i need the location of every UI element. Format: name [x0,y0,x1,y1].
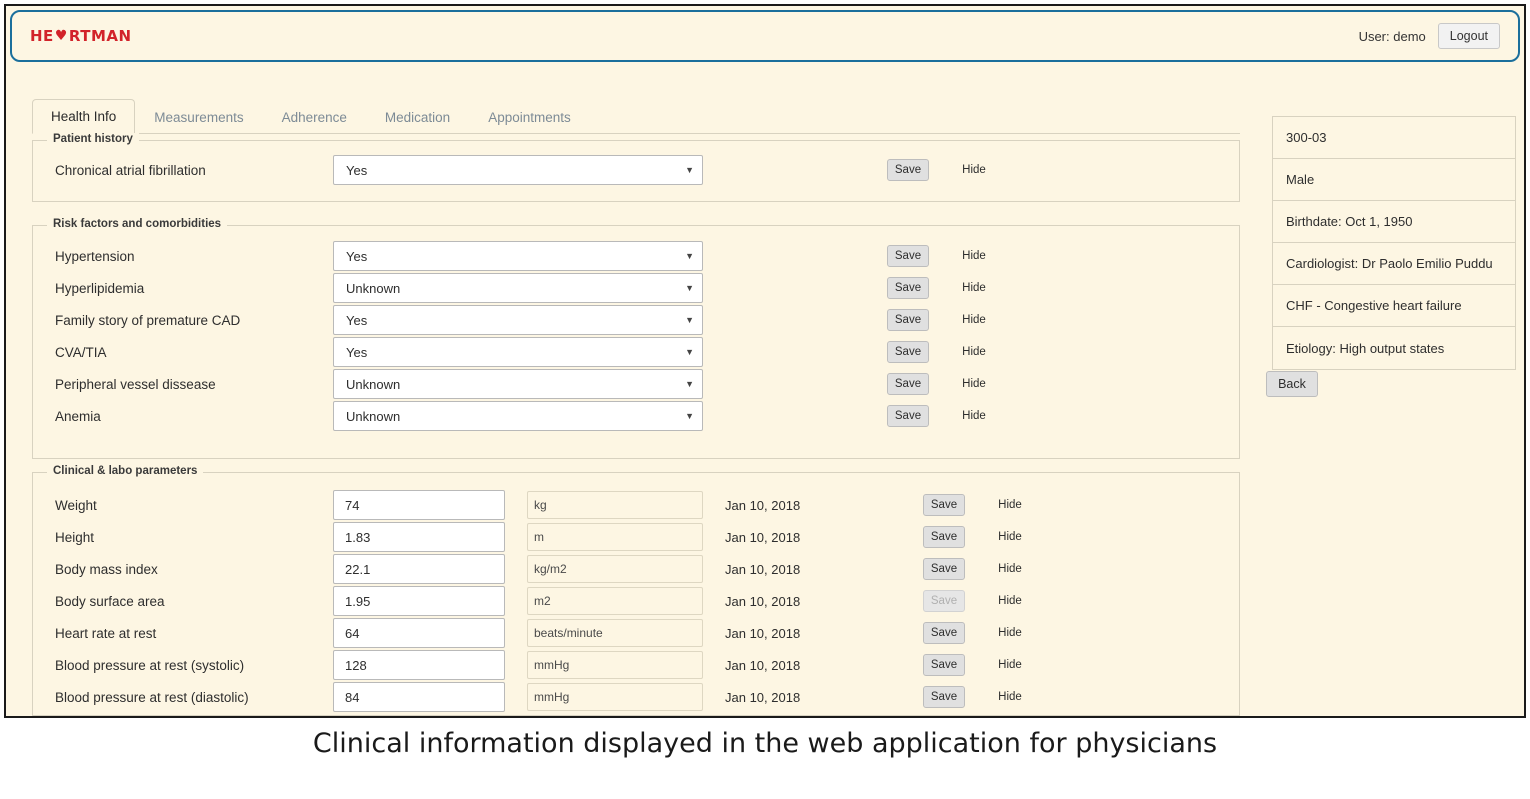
row-body-surface-area [33,585,1239,617]
unit-blood-pressure-diastolic[interactable]: mmHg [527,683,703,711]
select-value[interactable]: Yes [333,241,703,271]
select-value[interactable]: Unknown [333,369,703,399]
row-label: Blood pressure at rest (diastolic) [55,689,249,705]
input-blood-pressure-diastolic[interactable]: 84 [333,682,505,712]
row-blood-pressure-systolic [33,649,1239,681]
hide-button[interactable]: Hide [962,346,986,358]
hide-button[interactable]: Hide [962,314,986,326]
save-button[interactable]: Save [923,494,965,516]
hide-button[interactable]: Hide [998,691,1022,703]
patient-birthdate: Birthdate: Oct 1, 1950 [1273,201,1515,243]
date-body-mass-index: Jan 10, 2018 [725,561,801,577]
save-button[interactable]: Save [887,277,929,299]
row-height [33,521,1239,553]
hide-button[interactable]: Hide [998,499,1022,511]
save-button: Save [923,590,965,612]
logout-button[interactable]: Logout [1438,23,1500,49]
input-height[interactable]: 1.83 [333,522,505,552]
row-label: Body surface area [55,593,165,609]
chevron-down-icon: ▼ [685,283,694,293]
select-value[interactable]: Unknown [333,273,703,303]
row-label: Weight [55,497,97,513]
input-body-surface-area[interactable]: 1.95 [333,586,505,616]
date-weight: Jan 10, 2018 [725,497,801,513]
select-hypertension[interactable] [333,241,703,271]
row-hypertension [33,240,1239,272]
row-label: Height [55,529,95,545]
row-body-mass-index [33,553,1239,585]
row-cva-tia [33,336,1239,368]
unit-body-mass-index[interactable]: kg/m2 [527,555,703,583]
save-button[interactable]: Save [923,654,965,676]
hide-button[interactable]: Hide [998,563,1022,575]
patient-diagnosis: CHF - Congestive heart failure [1273,285,1515,327]
save-button[interactable]: Save [923,526,965,548]
input-weight[interactable]: 74 [333,490,505,520]
date-height: Jan 10, 2018 [725,529,801,545]
patient-etiology: Etiology: High output states [1286,340,1445,356]
save-button[interactable]: Save [887,309,929,331]
row-weight [33,489,1239,521]
save-button[interactable]: Save [923,686,965,708]
date-body-surface-area: Jan 10, 2018 [725,593,801,609]
tab-medication[interactable]: Medication [384,110,451,125]
heartman-logo [30,27,132,45]
date-heart-rate-at-rest: Jan 10, 2018 [725,625,801,641]
row-hyperlipidemia [33,272,1239,304]
section-risk-factors-legend: Risk factors and comorbidities [47,218,227,230]
tab-bar [32,96,1240,134]
select-value[interactable]: Unknown [333,401,703,431]
tab-measurements[interactable]: Measurements [154,110,244,125]
figure-caption: Clinical information displayed in the web application for physicians [312,728,1218,759]
save-button[interactable]: Save [887,245,929,267]
hide-button[interactable]: Hide [998,531,1022,543]
save-button[interactable]: Save [887,159,929,181]
application-window [4,4,1526,718]
tab-health-info[interactable]: Health Info [32,99,135,134]
top-bar [10,10,1520,62]
section-patient-history-legend: Patient history [47,133,139,145]
select-chronical-atrial-fibrillation[interactable] [333,155,703,185]
select-cva-tia[interactable] [333,337,703,367]
save-button[interactable]: Save [887,405,929,427]
tab-appointments[interactable]: Appointments [488,110,571,125]
row-blood-pressure-diastolic [33,681,1239,713]
row-label: Anemia [55,408,101,424]
select-value[interactable]: Yes [333,155,703,185]
chevron-down-icon: ▼ [685,411,694,421]
back-button[interactable]: Back [1266,371,1318,397]
select-value[interactable]: Yes [333,305,703,335]
unit-body-surface-area[interactable]: m2 [527,587,703,615]
top-bar-right [1359,23,1500,49]
row-family-story-premature-cad [33,304,1239,336]
select-value[interactable]: Yes [333,337,703,367]
row-label: Peripheral vessel dissease [55,376,216,392]
row-anemia [33,400,1239,432]
row-label: Body mass index [55,561,158,577]
row-label: Hypertension [55,248,135,264]
save-button[interactable]: Save [887,373,929,395]
row-heart-rate-at-rest [33,617,1239,649]
row-label: Blood pressure at rest (systolic) [55,657,245,673]
section-patient-history [32,133,1240,202]
select-family-story-premature-cad[interactable] [333,305,703,335]
chevron-down-icon: ▼ [685,315,694,325]
section-clinical-labo-parameters [32,465,1240,716]
row-label: Heart rate at rest [55,625,157,641]
patient-gender: Male [1273,159,1515,201]
unit-blood-pressure-systolic[interactable]: mmHg [527,651,703,679]
chevron-down-icon: ▼ [685,165,694,175]
input-body-mass-index[interactable]: 22.1 [333,554,505,584]
hide-button[interactable]: Hide [962,282,986,294]
row-chronical-atrial-fibrillation [33,154,1239,186]
input-blood-pressure-systolic[interactable]: 128 [333,650,505,680]
save-button[interactable]: Save [923,558,965,580]
hide-button[interactable]: Hide [962,164,986,176]
hide-button[interactable]: Hide [962,378,986,390]
select-hyperlipidemia[interactable] [333,273,703,303]
heart-icon: ♥ [54,28,68,44]
unit-weight[interactable]: kg [527,491,703,519]
hide-button[interactable]: Hide [962,250,986,262]
logo-text-post: RTMAN [68,27,132,45]
current-user-label: User: demo [1358,28,1426,44]
section-risk-factors [32,218,1240,459]
hide-button[interactable]: Hide [998,627,1022,639]
patient-summary-panel [1272,116,1516,370]
hide-button[interactable]: Hide [962,410,986,422]
row-label: Chronical atrial fibrillation [55,162,206,178]
chevron-down-icon: ▼ [685,379,694,389]
select-anemia[interactable] [333,401,703,431]
row-label: CVA/TIA [55,344,107,360]
hide-button[interactable]: Hide [998,595,1022,607]
row-label: Hyperlipidemia [55,280,145,296]
date-blood-pressure-systolic: Jan 10, 2018 [725,657,801,673]
unit-heart-rate-at-rest[interactable]: beats/minute [527,619,703,647]
logo-text-pre: HE [30,27,54,45]
select-peripheral-vessel-dissease[interactable] [333,369,703,399]
chevron-down-icon: ▼ [685,251,694,261]
chevron-down-icon: ▼ [685,347,694,357]
row-peripheral-vessel-dissease [33,368,1239,400]
row-label: Family story of premature CAD [55,312,241,328]
patient-cardiologist: Cardiologist: Dr Paolo Emilio Puddu [1273,243,1515,285]
hide-button[interactable]: Hide [998,659,1022,671]
patient-id: 300-03 [1273,117,1515,159]
save-button[interactable]: Save [923,622,965,644]
input-heart-rate-at-rest[interactable]: 64 [333,618,505,648]
save-button[interactable]: Save [887,341,929,363]
section-clinical-legend: Clinical & labo parameters [47,465,203,477]
tab-adherence[interactable]: Adherence [281,110,347,125]
unit-height[interactable]: m [527,523,703,551]
date-blood-pressure-diastolic: Jan 10, 2018 [725,689,801,705]
